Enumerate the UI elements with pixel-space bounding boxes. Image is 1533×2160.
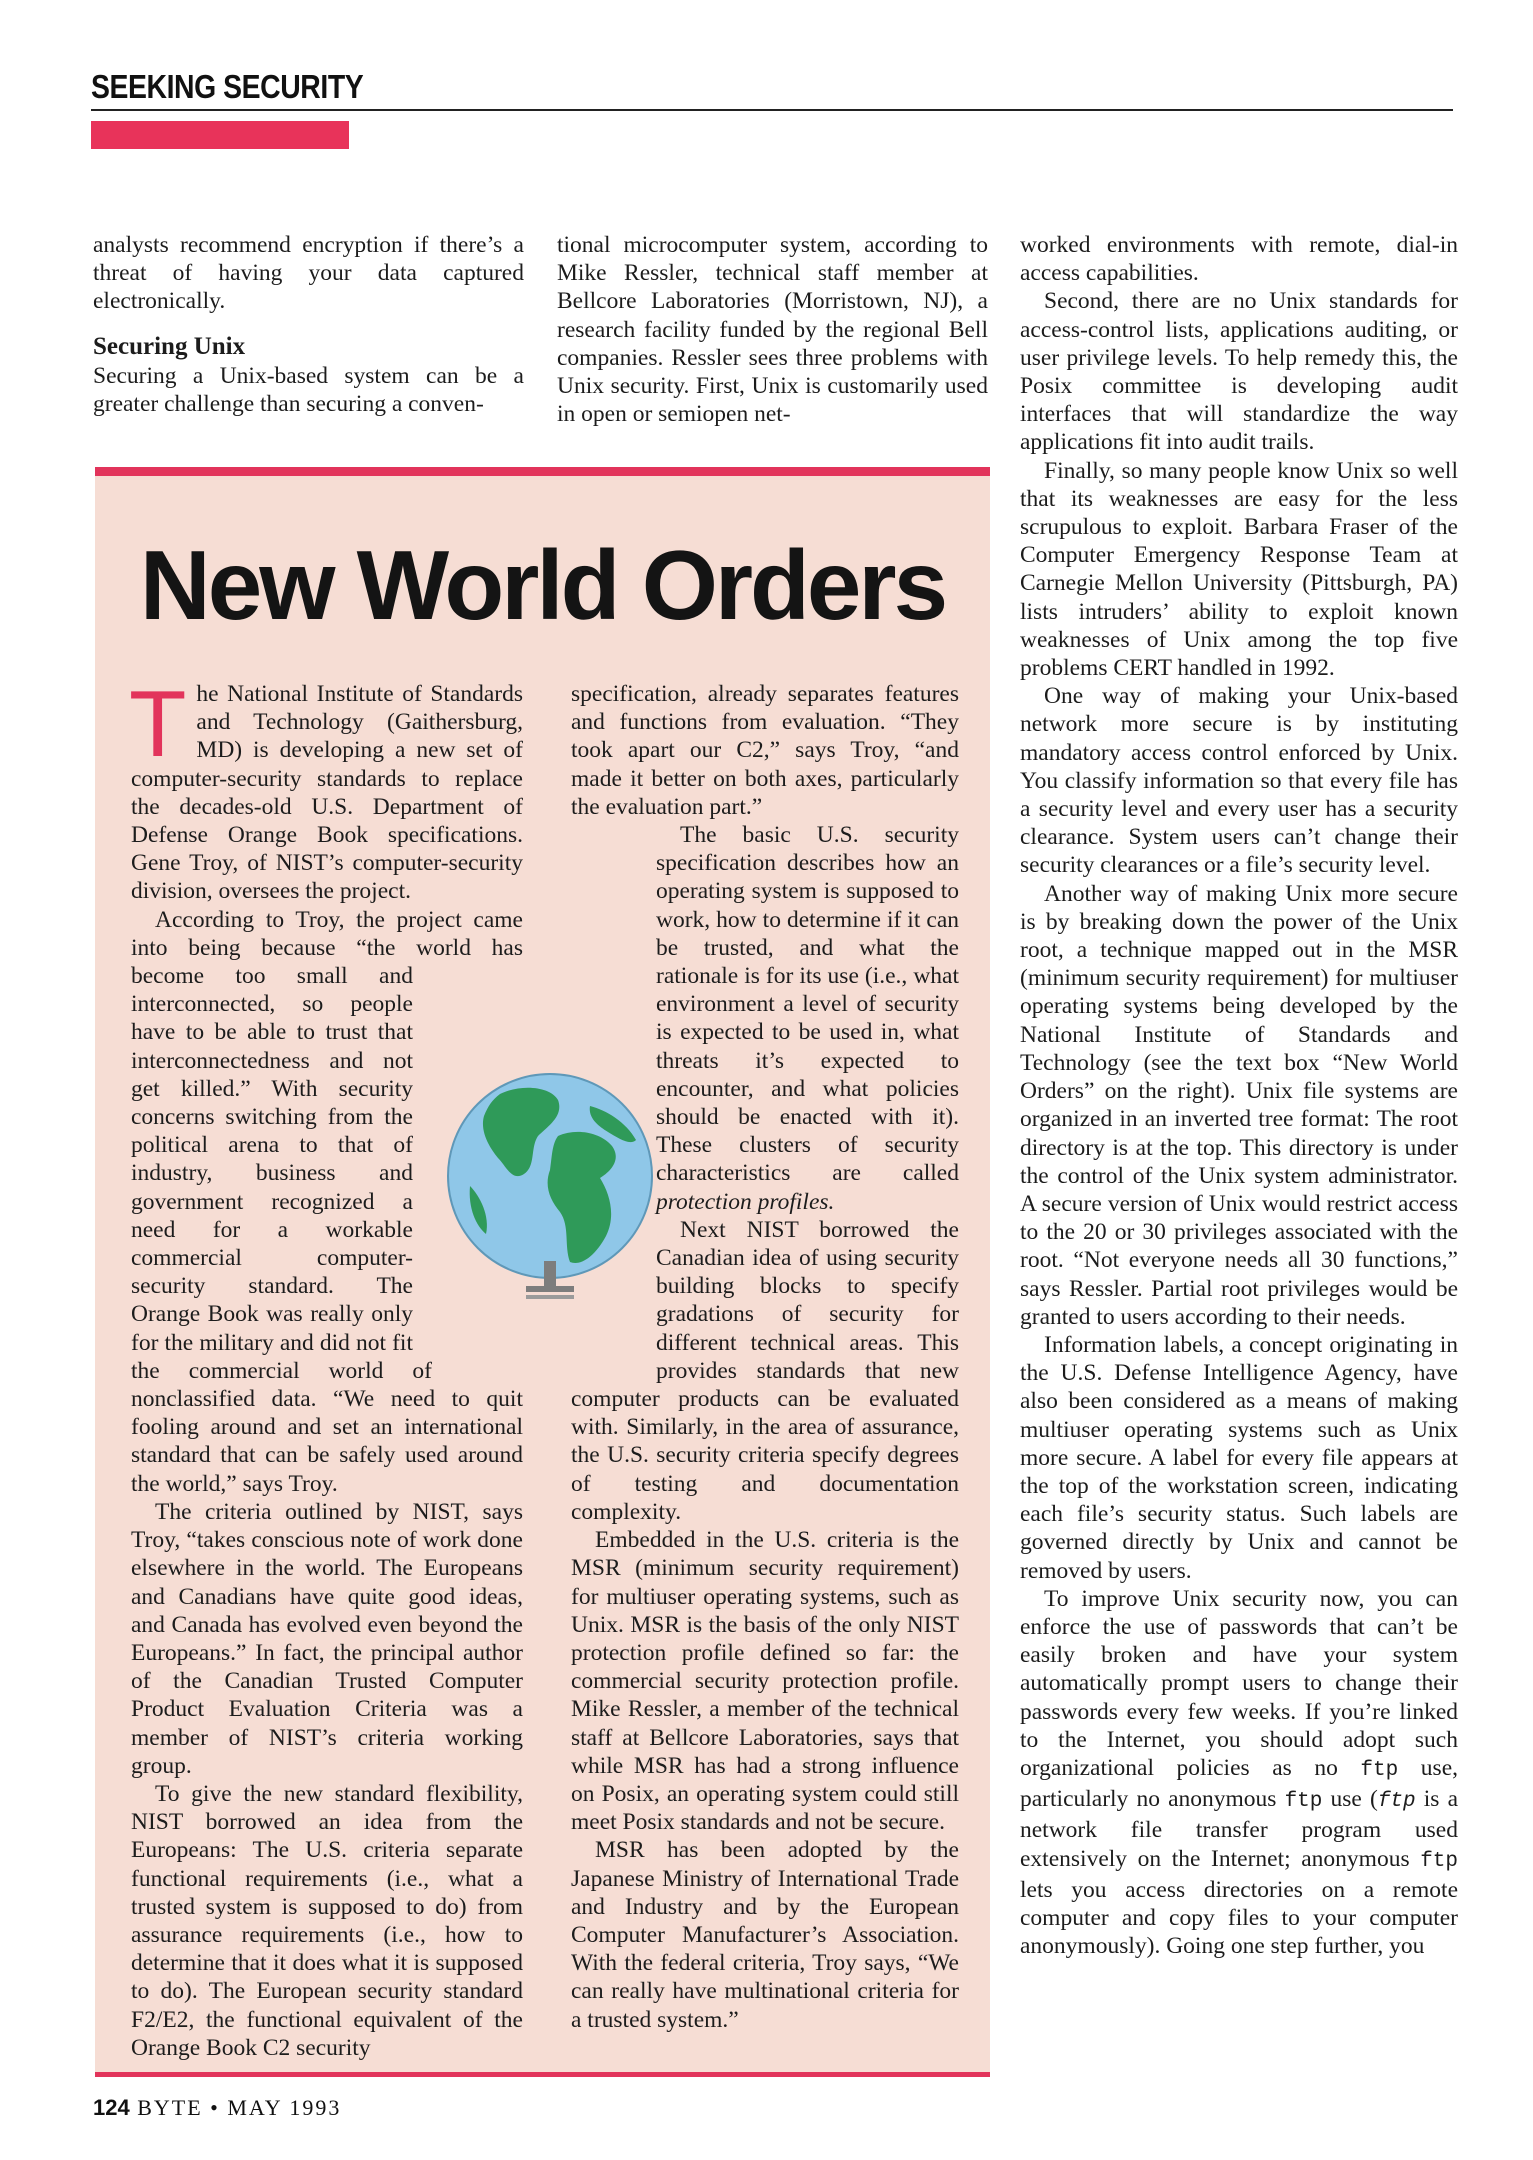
footer xyxy=(93,2095,341,2121)
paragraph: Another way of making Unix more secure is by breaking down the power of the Unix root, a technique mapped out in the MSR (minimum security requirement) for multiuser operating systems being developed by the National Institute of Standards and Technology (see the text box “New World Orders” on the right). Unix file systems are organized in an inverted tree format: The root directory is at the top. This directory is under the control of the Unix system administrator. A secure version of Unix would restrict access to the 20 or 30 privileges associated with the root. “Not everyone needs all 30 functions,” says Ressler. Partial root privileges would be granted to users according to their needs. xyxy=(1020,880,1458,1330)
sidebar-column-1 xyxy=(129,671,523,2062)
main-column-2 xyxy=(557,231,988,428)
sidebar-title: New World Orders xyxy=(139,530,946,640)
section-title: SEEKING SECURITY xyxy=(91,68,364,105)
paragraph: worked environments with remote, dial-in access capabilities. xyxy=(1020,232,1458,287)
paragraph: According to Troy, the project came into being because “the world has become too small and interconnected, so people have to be able to trust that interconnectedness and not get killed.” With security concerns switching from the political arena to that of industry, business and government recognized a need for a workable commercial computer-security standard. The Orange Book was really only for the military and did not fit the commercial world of nonclassified data. “We need to quit fooling around and set an international standard that can be safely used around the world,” says Troy. xyxy=(131,906,523,1497)
ftp-term: ftp xyxy=(1420,1849,1458,1873)
ftp-term: ftp xyxy=(1360,1758,1399,1782)
issue-date: MAY 1993 xyxy=(227,2095,342,2120)
paragraph: Second, there are no Unix standards for access-control lists, applications auditing, or user privilege levels. To help remedy this, the Posix committee is developing audit interfaces that will standardize the way applications fit into audit trails. xyxy=(1020,288,1458,456)
ftp-term: ftp xyxy=(1284,1790,1323,1814)
ftp-term: ftp xyxy=(1377,1790,1416,1814)
paragraph: Next NIST borrowed the Canadian idea of using security building blocks to specify gradations of security for different technical areas. This provides standards that new computer products can be evaluated with. Similarly, in the area of assurance, the U.S. security criteria specify degrees of testing and documentation complexity. xyxy=(571,1216,959,1525)
paragraph: Embedded in the U.S. criteria is the MSR (minimum security requirement) for multiuser operating systems, such as Unix. MSR is the basis of the only NIST protection profile defined so far: the commercial security protection profile. Mike Ressler, a member of the technical staff at Bellcore Laboratories, says that while MSR has had a strong influence on Posix, an operating system could still meet Posix standards and not be secure. xyxy=(571,1527,959,1836)
drop-cap: T xyxy=(129,671,187,776)
paragraph: The National Institute of Standards and Technology (Gaithersburg, MD) is developing a new set of computer-security standards to replace the decades-old U.S. Department of Defense Orange Book specifications. Gene Troy, of NIST’s computer-security division, oversees the project. xyxy=(129,671,523,905)
subheading: Securing Unix xyxy=(93,332,246,360)
header-rule xyxy=(91,109,1453,111)
main-column-1 xyxy=(93,231,524,418)
page-number: 124 xyxy=(93,2095,130,2120)
paragraph: Information labels, a concept originating in the U.S. Defense Intelligence Agency, have also been considered as a means of making multiuser operating systems such as Unix more secure. A label for every file appears at the top of the workstation screen, indicating each file’s security status. Such labels are governed directly by Unix and cannot be removed by users. xyxy=(1020,1331,1458,1584)
paragraph: Securing a Unix-based system can be a greater challenge than securing a conven- xyxy=(93,362,524,417)
paragraph: The criteria outlined by NIST, says Troy, “takes conscious note of work done elsewhere in the world. The Europeans and Canadians have quite good ideas, and Canada has evolved even beyond the Europeans.” In fact, the principal author of the Canadian Trusted Computer Product Evaluation Criteria was a member of NIST’s criteria working group. xyxy=(131,1498,523,1779)
paragraph: analysts recommend encryption if there’s a threat of having your data captured electronically. xyxy=(93,232,524,315)
sidebar-column-2 xyxy=(571,680,959,2034)
paragraph: The basic U.S. security specification describes how an operating system is supposed to work, how to determine if it can be trusted, and what the rationale is for its use (i.e., what environment a level of security is expected to be used in, what threats it’s expected to encounter, and what policies should be enacted with it). These clusters of security characteristics are called protection profiles. xyxy=(656,822,959,1215)
paragraph: MSR has been adopted by the Japanese Ministry of International Trade and Industry and by the European Computer Manufacturer’s Association. With the federal criteria, Troy says, “We can really have multinational criteria for a trusted system.” xyxy=(571,1837,959,2033)
paragraph: To improve Unix security now, you can enforce the use of passwords that can’t be easily broken and have your system automatically prompt users to change their passwords every few weeks. If you’re linked to the Internet, you should adopt such organizational policies as no ftp use, particularly no anonymous ftp use (ftp is a network file transfer program used extensively on the Internet; anonymous ftp lets you access directories on a remote computer and copy files to your computer anonymously). Going one step further, you xyxy=(1020,1585,1458,1960)
paragraph: One way of making your Unix-based network more secure is by instituting mandatory access control enforced by Unix. You classify information so that every file has a security level and every user has a security clearance. System users can’t change their security clearances or a file’s security level. xyxy=(1020,683,1458,879)
separator: • xyxy=(210,2095,220,2120)
paragraph: To give the new standard flexibility, NIST borrowed an idea from the Europeans: The U.S. criteria separate functional requirements (i.e., what a trusted system is supposed to do) from assurance requirements (i.e., how to determine that it does what it is supposed to do). The European security standard F2/E2, the functional equivalent of the Orange Book C2 security xyxy=(131,1780,523,2061)
header-accent-bar xyxy=(91,121,349,149)
main-column-3 xyxy=(1020,231,1458,1960)
globe-icon xyxy=(440,1066,670,1306)
paragraph: Finally, so many people know Unix so well that its weaknesses are easy for the less scrupulous to exploit. Barbara Fraser of the Computer Emergency Response Team at Carnegie Mellon University (Pittsburgh, PA) lists intruders’ ability to exploit known weaknesses of Unix among the top five problems CERT handled in 1992. xyxy=(1020,457,1458,682)
magazine-name: BYTE xyxy=(137,2095,203,2120)
paragraph: specification, already separates features and functions from evaluation. “They took apart our C2,” says Troy, “and made it better on both axes, particularly the evaluation part.” xyxy=(571,681,959,820)
paragraph: tional microcomputer system, according to Mike Ressler, technical staff member at Bellcore Laboratories (Morristown, NJ), a research facility funded by the regional Bell companies. Ressler sees three problems with Unix security. First, Unix is customarily used in open or semiopen net- xyxy=(557,232,988,428)
